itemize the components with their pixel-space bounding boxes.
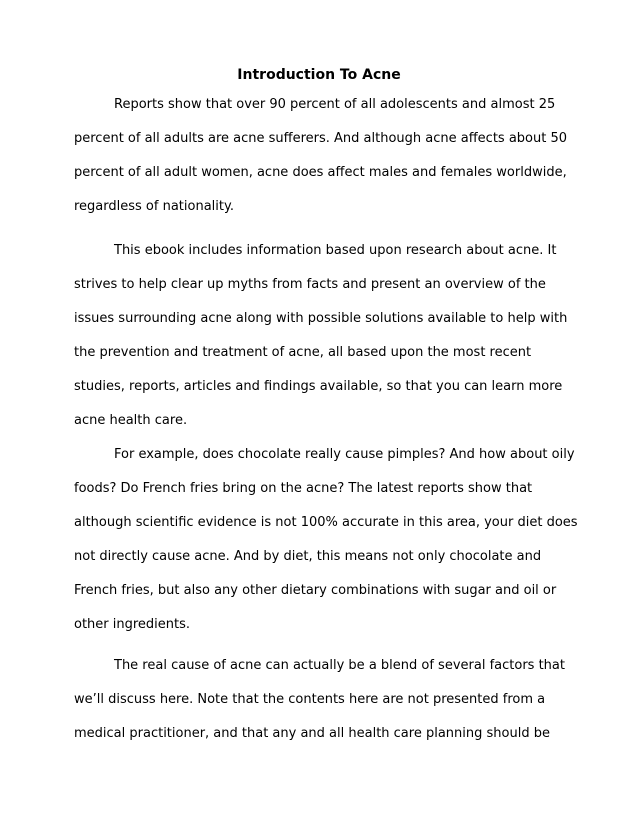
paragraph: [74, 88, 574, 224]
paragraph-line: we’ll discuss here. Note that the contents here are not presented from a: [74, 692, 546, 707]
paragraph-line: Reports show that over 90 percent of all adolescents and almost 25: [114, 97, 556, 112]
paragraph-line: The real cause of acne can actually be a blend of several factors that: [114, 658, 565, 673]
paragraph-line: French fries, but also any other dietary combinations with sugar and oil or: [74, 583, 557, 598]
paragraph-line: strives to help clear up myths from facts and present an overview of the: [74, 277, 546, 292]
paragraph-line: regardless of nationality.: [74, 199, 234, 214]
paragraph-line: percent of all adult women, acne does affect males and females worldwide,: [74, 165, 567, 180]
document-title: Introduction To Acne: [237, 67, 401, 83]
paragraph: [74, 234, 574, 438]
paragraph-line: although scientific evidence is not 100% accurate in this area, your diet does: [74, 515, 578, 530]
paragraph: [74, 649, 574, 751]
paragraph-line: For example, does chocolate really cause pimples? And how about oily: [114, 447, 575, 462]
paragraph-line: the prevention and treatment of acne, all based upon the most recent: [74, 345, 532, 360]
paragraph-line: studies, reports, articles and findings available, so that you can learn more: [74, 379, 563, 394]
paragraph-line: percent of all adults are acne sufferers. And although acne affects about 50: [74, 131, 568, 146]
paragraph-line: not directly cause acne. And by diet, this means not only chocolate and: [74, 549, 542, 564]
paragraph-line: other ingredients.: [74, 617, 191, 632]
paragraph-line: medical practitioner, and that any and all health care planning should be: [74, 726, 550, 741]
paragraph-line: acne health care.: [74, 413, 188, 428]
paragraph-line: This ebook includes information based upon research about acne. It: [114, 243, 557, 258]
paragraph-line: issues surrounding acne along with possible solutions available to help with: [74, 311, 568, 326]
paragraph-line: foods? Do French fries bring on the acne? The latest reports show that: [74, 481, 533, 496]
paragraph: [74, 438, 578, 642]
